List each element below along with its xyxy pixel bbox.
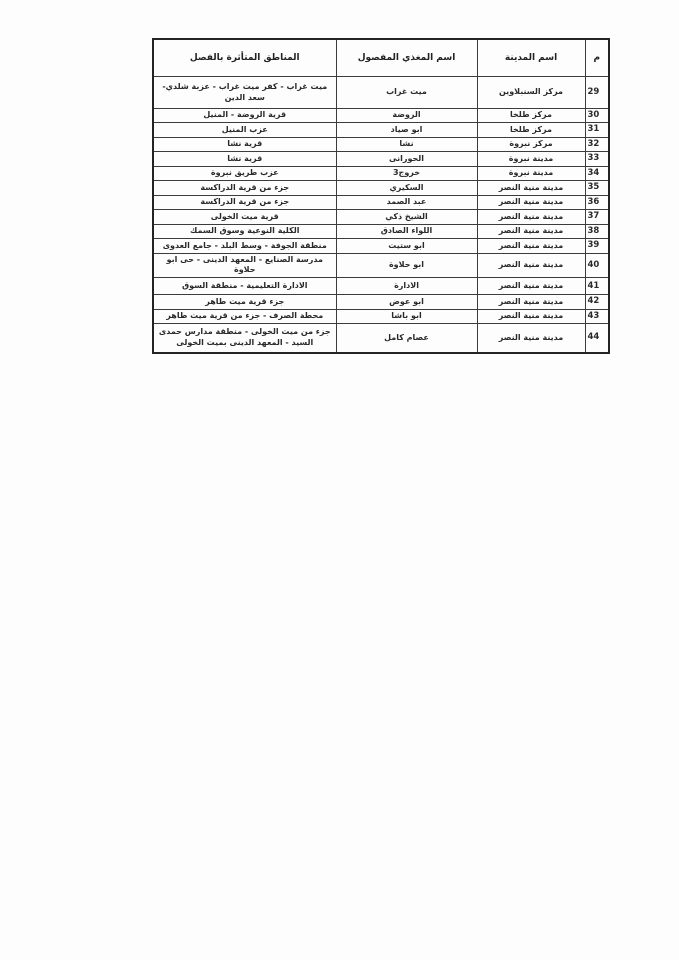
city-name-cell: مركز نبروة (477, 137, 585, 151)
feeder-name-cell: نشا (336, 137, 477, 151)
city-name-cell: مدينة منية النصر (477, 295, 585, 309)
affected-areas-cell: منطقة الجوفة - وسط البلد - جامع العدوى (153, 239, 336, 253)
table-row (153, 309, 609, 323)
feeder-name-cell: عصام كامل (336, 324, 477, 353)
feeder-name-cell: الشيخ ذكي (336, 210, 477, 224)
table-row (153, 324, 609, 353)
city-name-cell: مدينة منية النصر (477, 181, 585, 195)
table-row (153, 239, 609, 253)
serial-number-cell: 34 (585, 166, 609, 180)
affected-areas-cell: ميت غراب - كفر ميت غراب - عزبة شلدي- سعد الدين (153, 77, 336, 109)
table-row (153, 181, 609, 195)
feeder-outage-table-container (152, 38, 610, 354)
city-name-cell: مدينة منية النصر (477, 309, 585, 323)
serial-number-cell: 29 (585, 77, 609, 109)
serial-number-cell: 43 (585, 309, 609, 323)
affected-areas-cell: قرية الروضة - المنيل (153, 109, 336, 123)
feeder-outage-table (152, 38, 610, 354)
table-row (153, 109, 609, 123)
serial-number-cell: 36 (585, 195, 609, 209)
affected-areas-cell: قرية نشا (153, 137, 336, 151)
serial-number-header: م (585, 39, 609, 77)
feeder-name-header: اسم المغذي المفصول (336, 39, 477, 77)
city-name-cell: مدينة منية النصر (477, 210, 585, 224)
feeder-name-cell: الحورانى (336, 152, 477, 166)
serial-number-cell: 42 (585, 295, 609, 309)
city-name-cell: مدينة منية النصر (477, 239, 585, 253)
affected-areas-cell: قرية ميت الخولى (153, 210, 336, 224)
serial-number-cell: 37 (585, 210, 609, 224)
feeder-name-cell: الادارة (336, 278, 477, 295)
affected-areas-cell: مدرسة الصنايع - المعهد الدينى - حى ابو حلاوة (153, 253, 336, 278)
serial-number-cell: 31 (585, 123, 609, 137)
table-row (153, 152, 609, 166)
city-name-header: اسم المدينة (477, 39, 585, 77)
table-row (153, 137, 609, 151)
city-name-cell: مدينة نبروة (477, 166, 585, 180)
affected-areas-cell: الكلية النوعية وسوق السمك (153, 224, 336, 238)
table-row (153, 278, 609, 295)
affected-areas-cell: الادارة التعليمية - منطقة السوق (153, 278, 336, 295)
serial-number-cell: 40 (585, 253, 609, 278)
affected-areas-cell: جزء من ميت الخولى - منطقة مدارس حمدى السيد - المعهد الدينى بميت الخولى (153, 324, 336, 353)
table-row (153, 123, 609, 137)
city-name-cell: مدينة منية النصر (477, 278, 585, 295)
feeder-name-cell: السكيري (336, 181, 477, 195)
serial-number-cell: 41 (585, 278, 609, 295)
table-row (153, 210, 609, 224)
table-row (153, 166, 609, 180)
feeder-name-cell: ابو حلاوة (336, 253, 477, 278)
affected-areas-header: المناطق المتأثرة بالفصل (153, 39, 336, 77)
table-row (153, 77, 609, 109)
serial-number-cell: 32 (585, 137, 609, 151)
table-row (153, 195, 609, 209)
city-name-cell: مدينة منية النصر (477, 195, 585, 209)
feeder-name-cell: ابو صياد (336, 123, 477, 137)
affected-areas-cell: جزء من قرية الدراكسة (153, 195, 336, 209)
serial-number-cell: 44 (585, 324, 609, 353)
serial-number-cell: 33 (585, 152, 609, 166)
city-name-cell: مدينة منية النصر (477, 253, 585, 278)
feeder-name-cell: ميت غراب (336, 77, 477, 109)
city-name-cell: مدينة منية النصر (477, 224, 585, 238)
city-name-cell: مركز السنبلاوين (477, 77, 585, 109)
affected-areas-cell: عزب طريق نبروة (153, 166, 336, 180)
city-name-cell: مدينة منية النصر (477, 324, 585, 353)
city-name-cell: مدينة نبروة (477, 152, 585, 166)
feeder-name-cell: الروضة (336, 109, 477, 123)
table-row (153, 224, 609, 238)
feeder-name-cell: اللواء الصادق (336, 224, 477, 238)
feeder-name-cell: ابو باشا (336, 309, 477, 323)
table-row (153, 295, 609, 309)
feeder-name-cell: خروج3 (336, 166, 477, 180)
affected-areas-cell: جزء قرية ميت طاهر (153, 295, 336, 309)
affected-areas-cell: محطة الصرف - جزء من قرية ميت طاهر (153, 309, 336, 323)
header-row (153, 39, 609, 77)
feeder-name-cell: ابو ستيت (336, 239, 477, 253)
serial-number-cell: 35 (585, 181, 609, 195)
affected-areas-cell: عزب المنيل (153, 123, 336, 137)
feeder-name-cell: عبد الصمد (336, 195, 477, 209)
serial-number-cell: 39 (585, 239, 609, 253)
city-name-cell: مركز طلخا (477, 109, 585, 123)
affected-areas-cell: جزء من قرية الدراكسة (153, 181, 336, 195)
table-row (153, 253, 609, 278)
city-name-cell: مركز طلخا (477, 123, 585, 137)
affected-areas-cell: قرية نشا (153, 152, 336, 166)
feeder-name-cell: ابو عوض (336, 295, 477, 309)
serial-number-cell: 38 (585, 224, 609, 238)
serial-number-cell: 30 (585, 109, 609, 123)
